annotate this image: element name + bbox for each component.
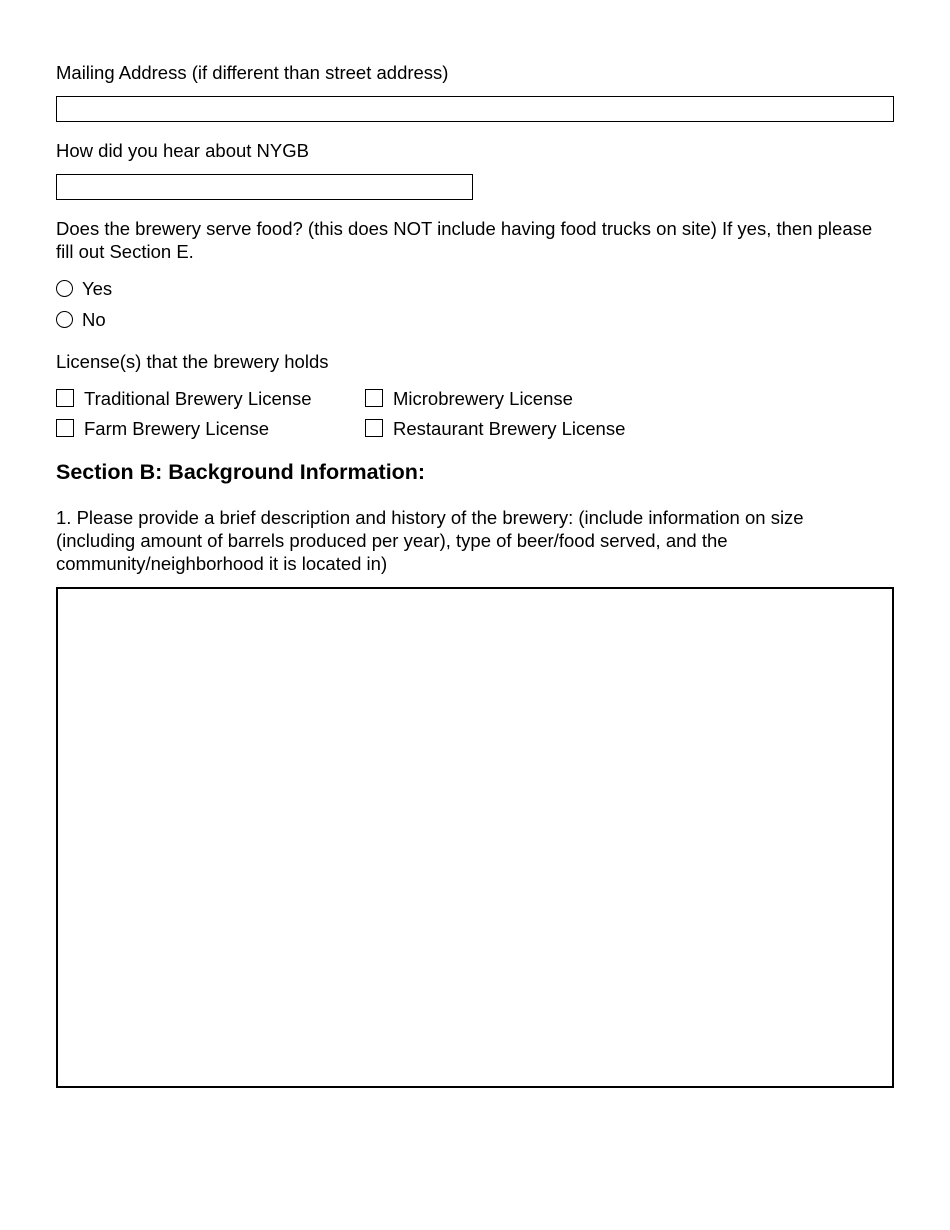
license-traditional-label: Traditional Brewery License — [84, 387, 312, 409]
checkbox-icon[interactable] — [365, 419, 383, 437]
license-farm[interactable] — [56, 416, 269, 440]
radio-circle-icon[interactable] — [56, 311, 73, 328]
food-question-label: Does the brewery serve food? (this does NOT include having food trucks on site) If yes, then please fill out Section E. — [56, 218, 873, 262]
checkbox-icon[interactable] — [56, 389, 74, 407]
license-traditional[interactable] — [56, 386, 312, 410]
license-farm-label: Farm Brewery License — [84, 417, 270, 439]
checkbox-icon[interactable] — [365, 389, 383, 407]
mailing-address-label: Mailing Address (if different than street address) — [56, 62, 449, 83]
section-b-heading: Section B: Background Information: — [56, 460, 426, 484]
food-option-yes[interactable] — [56, 276, 112, 300]
radio-circle-icon[interactable] — [56, 280, 73, 297]
referral-label: How did you hear about NYGB — [56, 140, 309, 161]
license-restaurant[interactable] — [365, 416, 625, 440]
food-option-yes-label: Yes — [82, 277, 113, 299]
food-option-no[interactable] — [56, 307, 106, 331]
licenses-label: License(s) that the brewery holds — [56, 351, 329, 372]
mailing-address-input[interactable] — [56, 96, 894, 122]
checkbox-icon[interactable] — [56, 419, 74, 437]
background-question-1: 1. Please provide a brief description and history of the brewery: (include information on size (including amount of barrels produced per year), type of beer/food served, and the community/neighborhood it is located in) — [56, 507, 804, 574]
background-description-textarea[interactable] — [56, 587, 894, 1088]
license-microbrewery[interactable] — [365, 386, 573, 410]
license-restaurant-label: Restaurant Brewery License — [393, 417, 626, 439]
referral-input[interactable] — [56, 174, 473, 200]
license-microbrewery-label: Microbrewery License — [393, 387, 573, 409]
food-option-no-label: No — [82, 308, 106, 330]
